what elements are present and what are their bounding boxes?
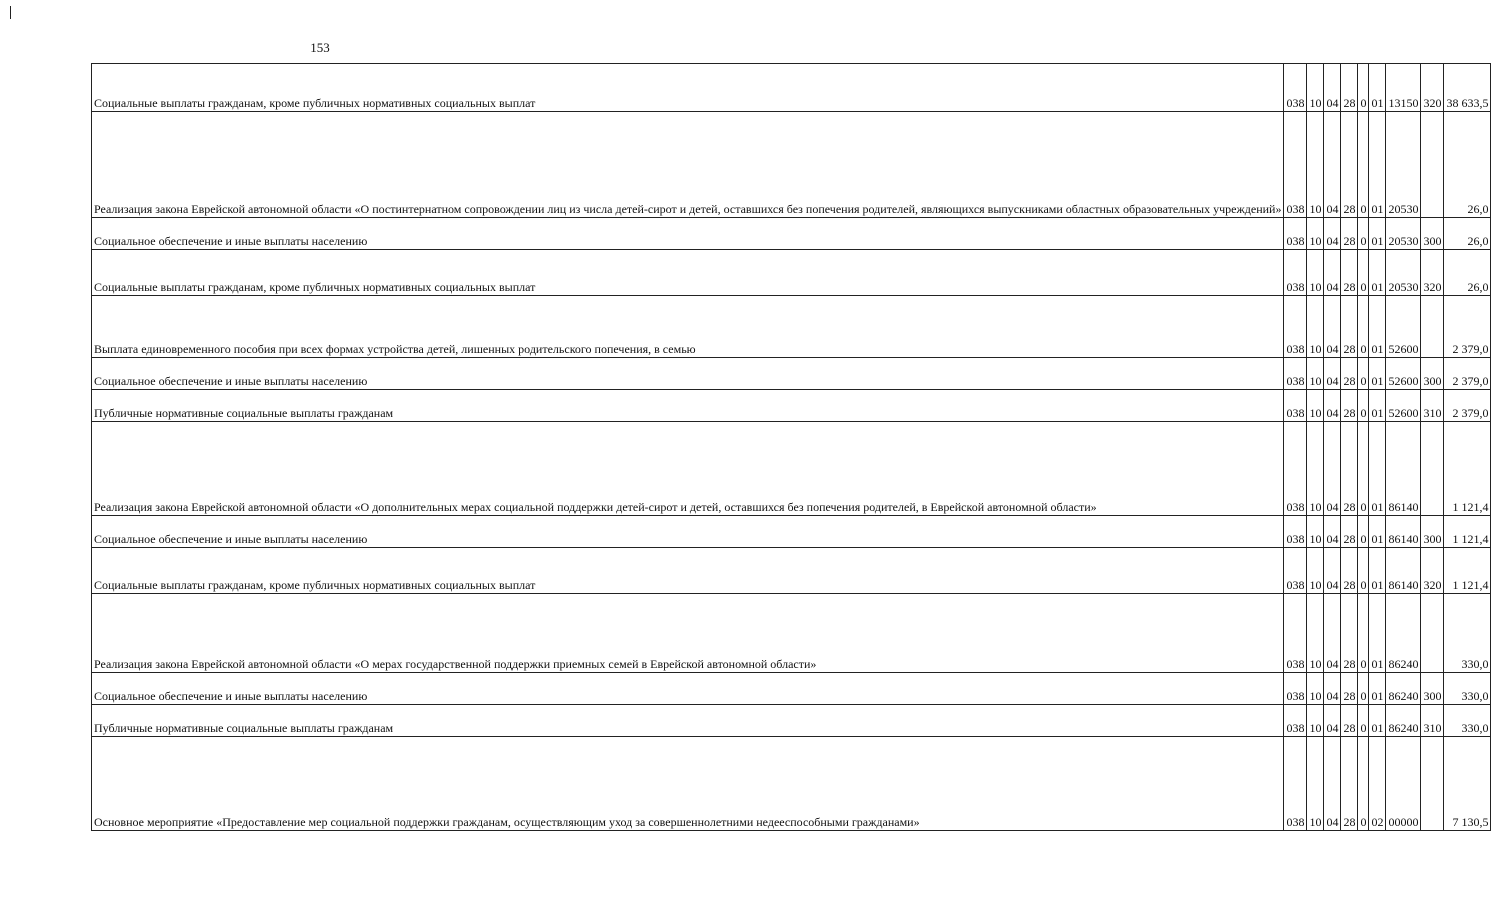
row-description: Выплата единовременного пособия при всех формах устройства детей, лишенных родительского попечения, в семью: [92, 296, 1284, 358]
expense-type-code: 320: [1421, 548, 1444, 594]
row-description: Публичные нормативные социальные выплаты гражданам: [92, 705, 1284, 737]
ministry-code: 038: [1284, 358, 1307, 390]
row-description: Социальное обеспечение и иные выплаты населению: [92, 516, 1284, 548]
table-row: [92, 673, 1491, 705]
row-description: Публичные нормативные социальные выплаты гражданам: [92, 390, 1284, 422]
event-code: 01: [1369, 705, 1386, 737]
event-code: 01: [1369, 218, 1386, 250]
expense-type-code: 300: [1421, 516, 1444, 548]
section-code: 10: [1307, 594, 1324, 673]
event-code: 01: [1369, 250, 1386, 296]
scan-edge-mark: [10, 6, 11, 19]
ministry-code: 038: [1284, 516, 1307, 548]
expense-type-code: 320: [1421, 64, 1444, 112]
table-row: [92, 64, 1491, 112]
table-row: [92, 358, 1491, 390]
budget-table: [91, 63, 1491, 831]
table-row: [92, 390, 1491, 422]
table-row: [92, 296, 1491, 358]
expense-type-code: 310: [1421, 390, 1444, 422]
subsection-code: 04: [1324, 218, 1341, 250]
table-row: [92, 705, 1491, 737]
event-code: 01: [1369, 548, 1386, 594]
ministry-code: 038: [1284, 218, 1307, 250]
subsection-code: 04: [1324, 64, 1341, 112]
page-number: 153: [310, 40, 330, 55]
program-code: 28: [1341, 673, 1358, 705]
row-description: Социальные выплаты гражданам, кроме публичных нормативных социальных выплат: [92, 548, 1284, 594]
direction-code: 52600: [1386, 358, 1421, 390]
section-code: 10: [1307, 390, 1324, 422]
subprogram-code: 0: [1358, 548, 1369, 594]
ministry-code: 038: [1284, 250, 1307, 296]
event-code: 01: [1369, 516, 1386, 548]
row-description: Социальные выплаты гражданам, кроме публичных нормативных социальных выплат: [92, 250, 1284, 296]
subsection-code: 04: [1324, 737, 1341, 831]
event-code: 01: [1369, 422, 1386, 516]
subsection-code: 04: [1324, 390, 1341, 422]
direction-code: 52600: [1386, 390, 1421, 422]
ministry-code: 038: [1284, 705, 1307, 737]
amount: 2 379,0: [1444, 358, 1491, 390]
expense-type-code: 300: [1421, 673, 1444, 705]
section-code: 10: [1307, 548, 1324, 594]
subsection-code: 04: [1324, 422, 1341, 516]
ministry-code: 038: [1284, 112, 1307, 218]
section-code: 10: [1307, 112, 1324, 218]
amount: 26,0: [1444, 250, 1491, 296]
direction-code: 00000: [1386, 737, 1421, 831]
amount: 7 130,5: [1444, 737, 1491, 831]
direction-code: 86140: [1386, 422, 1421, 516]
section-code: 10: [1307, 516, 1324, 548]
row-description: Основное мероприятие «Предоставление мер социальной поддержки гражданам, осуществляющим уход за совершеннолетними недееспособными гражданами»: [92, 737, 1284, 831]
section-code: 10: [1307, 737, 1324, 831]
program-code: 28: [1341, 422, 1358, 516]
program-code: 28: [1341, 358, 1358, 390]
subsection-code: 04: [1324, 250, 1341, 296]
subprogram-code: 0: [1358, 358, 1369, 390]
amount: 1 121,4: [1444, 516, 1491, 548]
event-code: 01: [1369, 390, 1386, 422]
subprogram-code: 0: [1358, 516, 1369, 548]
table-row: [92, 548, 1491, 594]
subprogram-code: 0: [1358, 296, 1369, 358]
direction-code: 86240: [1386, 673, 1421, 705]
subprogram-code: 0: [1358, 390, 1369, 422]
subprogram-code: 0: [1358, 250, 1369, 296]
subsection-code: 04: [1324, 358, 1341, 390]
direction-code: 86240: [1386, 705, 1421, 737]
amount: 26,0: [1444, 218, 1491, 250]
program-code: 28: [1341, 548, 1358, 594]
section-code: 10: [1307, 296, 1324, 358]
row-description: Социальное обеспечение и иные выплаты населению: [92, 358, 1284, 390]
subprogram-code: 0: [1358, 422, 1369, 516]
subsection-code: 04: [1324, 705, 1341, 737]
subprogram-code: 0: [1358, 737, 1369, 831]
section-code: 10: [1307, 250, 1324, 296]
direction-code: 52600: [1386, 296, 1421, 358]
amount: 1 121,4: [1444, 422, 1491, 516]
direction-code: 86140: [1386, 516, 1421, 548]
ministry-code: 038: [1284, 422, 1307, 516]
subsection-code: 04: [1324, 296, 1341, 358]
expense-type-code: [1421, 422, 1444, 516]
row-description: Реализация закона Еврейской автономной области «О дополнительных мерах социальной поддержки детей-сирот и детей, оставшихся без попечения родителей, в Еврейской автономной области»: [92, 422, 1284, 516]
amount: 330,0: [1444, 705, 1491, 737]
row-description: Реализация закона Еврейской автономной области «О постинтернатном сопровождении лиц из числа детей-сирот и детей, оставшихся без попечения родителей, являющихся выпускниками областных образовательных учреждений»: [92, 112, 1284, 218]
subprogram-code: 0: [1358, 594, 1369, 673]
event-code: 01: [1369, 296, 1386, 358]
program-code: 28: [1341, 594, 1358, 673]
amount: 2 379,0: [1444, 390, 1491, 422]
program-code: 28: [1341, 250, 1358, 296]
amount: 38 633,5: [1444, 64, 1491, 112]
expense-type-code: 300: [1421, 358, 1444, 390]
subprogram-code: 0: [1358, 64, 1369, 112]
table-row: [92, 594, 1491, 673]
ministry-code: 038: [1284, 737, 1307, 831]
ministry-code: 038: [1284, 548, 1307, 594]
amount: 2 379,0: [1444, 296, 1491, 358]
amount: 26,0: [1444, 112, 1491, 218]
table-row: [92, 112, 1491, 218]
event-code: 01: [1369, 64, 1386, 112]
expense-type-code: [1421, 296, 1444, 358]
subprogram-code: 0: [1358, 673, 1369, 705]
direction-code: 20530: [1386, 112, 1421, 218]
program-code: 28: [1341, 64, 1358, 112]
ministry-code: 038: [1284, 390, 1307, 422]
expense-type-code: 320: [1421, 250, 1444, 296]
row-description: Социальные выплаты гражданам, кроме публичных нормативных социальных выплат: [92, 64, 1284, 112]
subsection-code: 04: [1324, 548, 1341, 594]
program-code: 28: [1341, 705, 1358, 737]
amount: 330,0: [1444, 594, 1491, 673]
table-row: [92, 422, 1491, 516]
subprogram-code: 0: [1358, 112, 1369, 218]
subprogram-code: 0: [1358, 218, 1369, 250]
subsection-code: 04: [1324, 673, 1341, 705]
program-code: 28: [1341, 516, 1358, 548]
expense-type-code: 310: [1421, 705, 1444, 737]
table-row: [92, 250, 1491, 296]
table-body: [92, 64, 1491, 831]
ministry-code: 038: [1284, 673, 1307, 705]
event-code: 01: [1369, 594, 1386, 673]
program-code: 28: [1341, 218, 1358, 250]
expense-type-code: [1421, 594, 1444, 673]
expense-type-code: [1421, 737, 1444, 831]
event-code: 02: [1369, 737, 1386, 831]
section-code: 10: [1307, 705, 1324, 737]
subsection-code: 04: [1324, 594, 1341, 673]
direction-code: 20530: [1386, 218, 1421, 250]
section-code: 10: [1307, 358, 1324, 390]
row-description: Социальное обеспечение и иные выплаты населению: [92, 218, 1284, 250]
expense-type-code: 300: [1421, 218, 1444, 250]
ministry-code: 038: [1284, 594, 1307, 673]
subprogram-code: 0: [1358, 705, 1369, 737]
section-code: 10: [1307, 422, 1324, 516]
amount: 1 121,4: [1444, 548, 1491, 594]
event-code: 01: [1369, 358, 1386, 390]
section-code: 10: [1307, 673, 1324, 705]
direction-code: 13150: [1386, 64, 1421, 112]
program-code: 28: [1341, 737, 1358, 831]
table-row: [92, 516, 1491, 548]
program-code: 28: [1341, 390, 1358, 422]
program-code: 28: [1341, 112, 1358, 218]
direction-code: 20530: [1386, 250, 1421, 296]
subsection-code: 04: [1324, 112, 1341, 218]
event-code: 01: [1369, 673, 1386, 705]
amount: 330,0: [1444, 673, 1491, 705]
direction-code: 86140: [1386, 548, 1421, 594]
subsection-code: 04: [1324, 516, 1341, 548]
program-code: 28: [1341, 296, 1358, 358]
event-code: 01: [1369, 112, 1386, 218]
row-description: Реализация закона Еврейской автономной области «О мерах государственной поддержки приемных семей в Еврейской автономной области»: [92, 594, 1284, 673]
expense-type-code: [1421, 112, 1444, 218]
direction-code: 86240: [1386, 594, 1421, 673]
table-row: [92, 218, 1491, 250]
ministry-code: 038: [1284, 64, 1307, 112]
section-code: 10: [1307, 64, 1324, 112]
table-row: [92, 737, 1491, 831]
ministry-code: 038: [1284, 296, 1307, 358]
row-description: Социальное обеспечение и иные выплаты населению: [92, 673, 1284, 705]
section-code: 10: [1307, 218, 1324, 250]
